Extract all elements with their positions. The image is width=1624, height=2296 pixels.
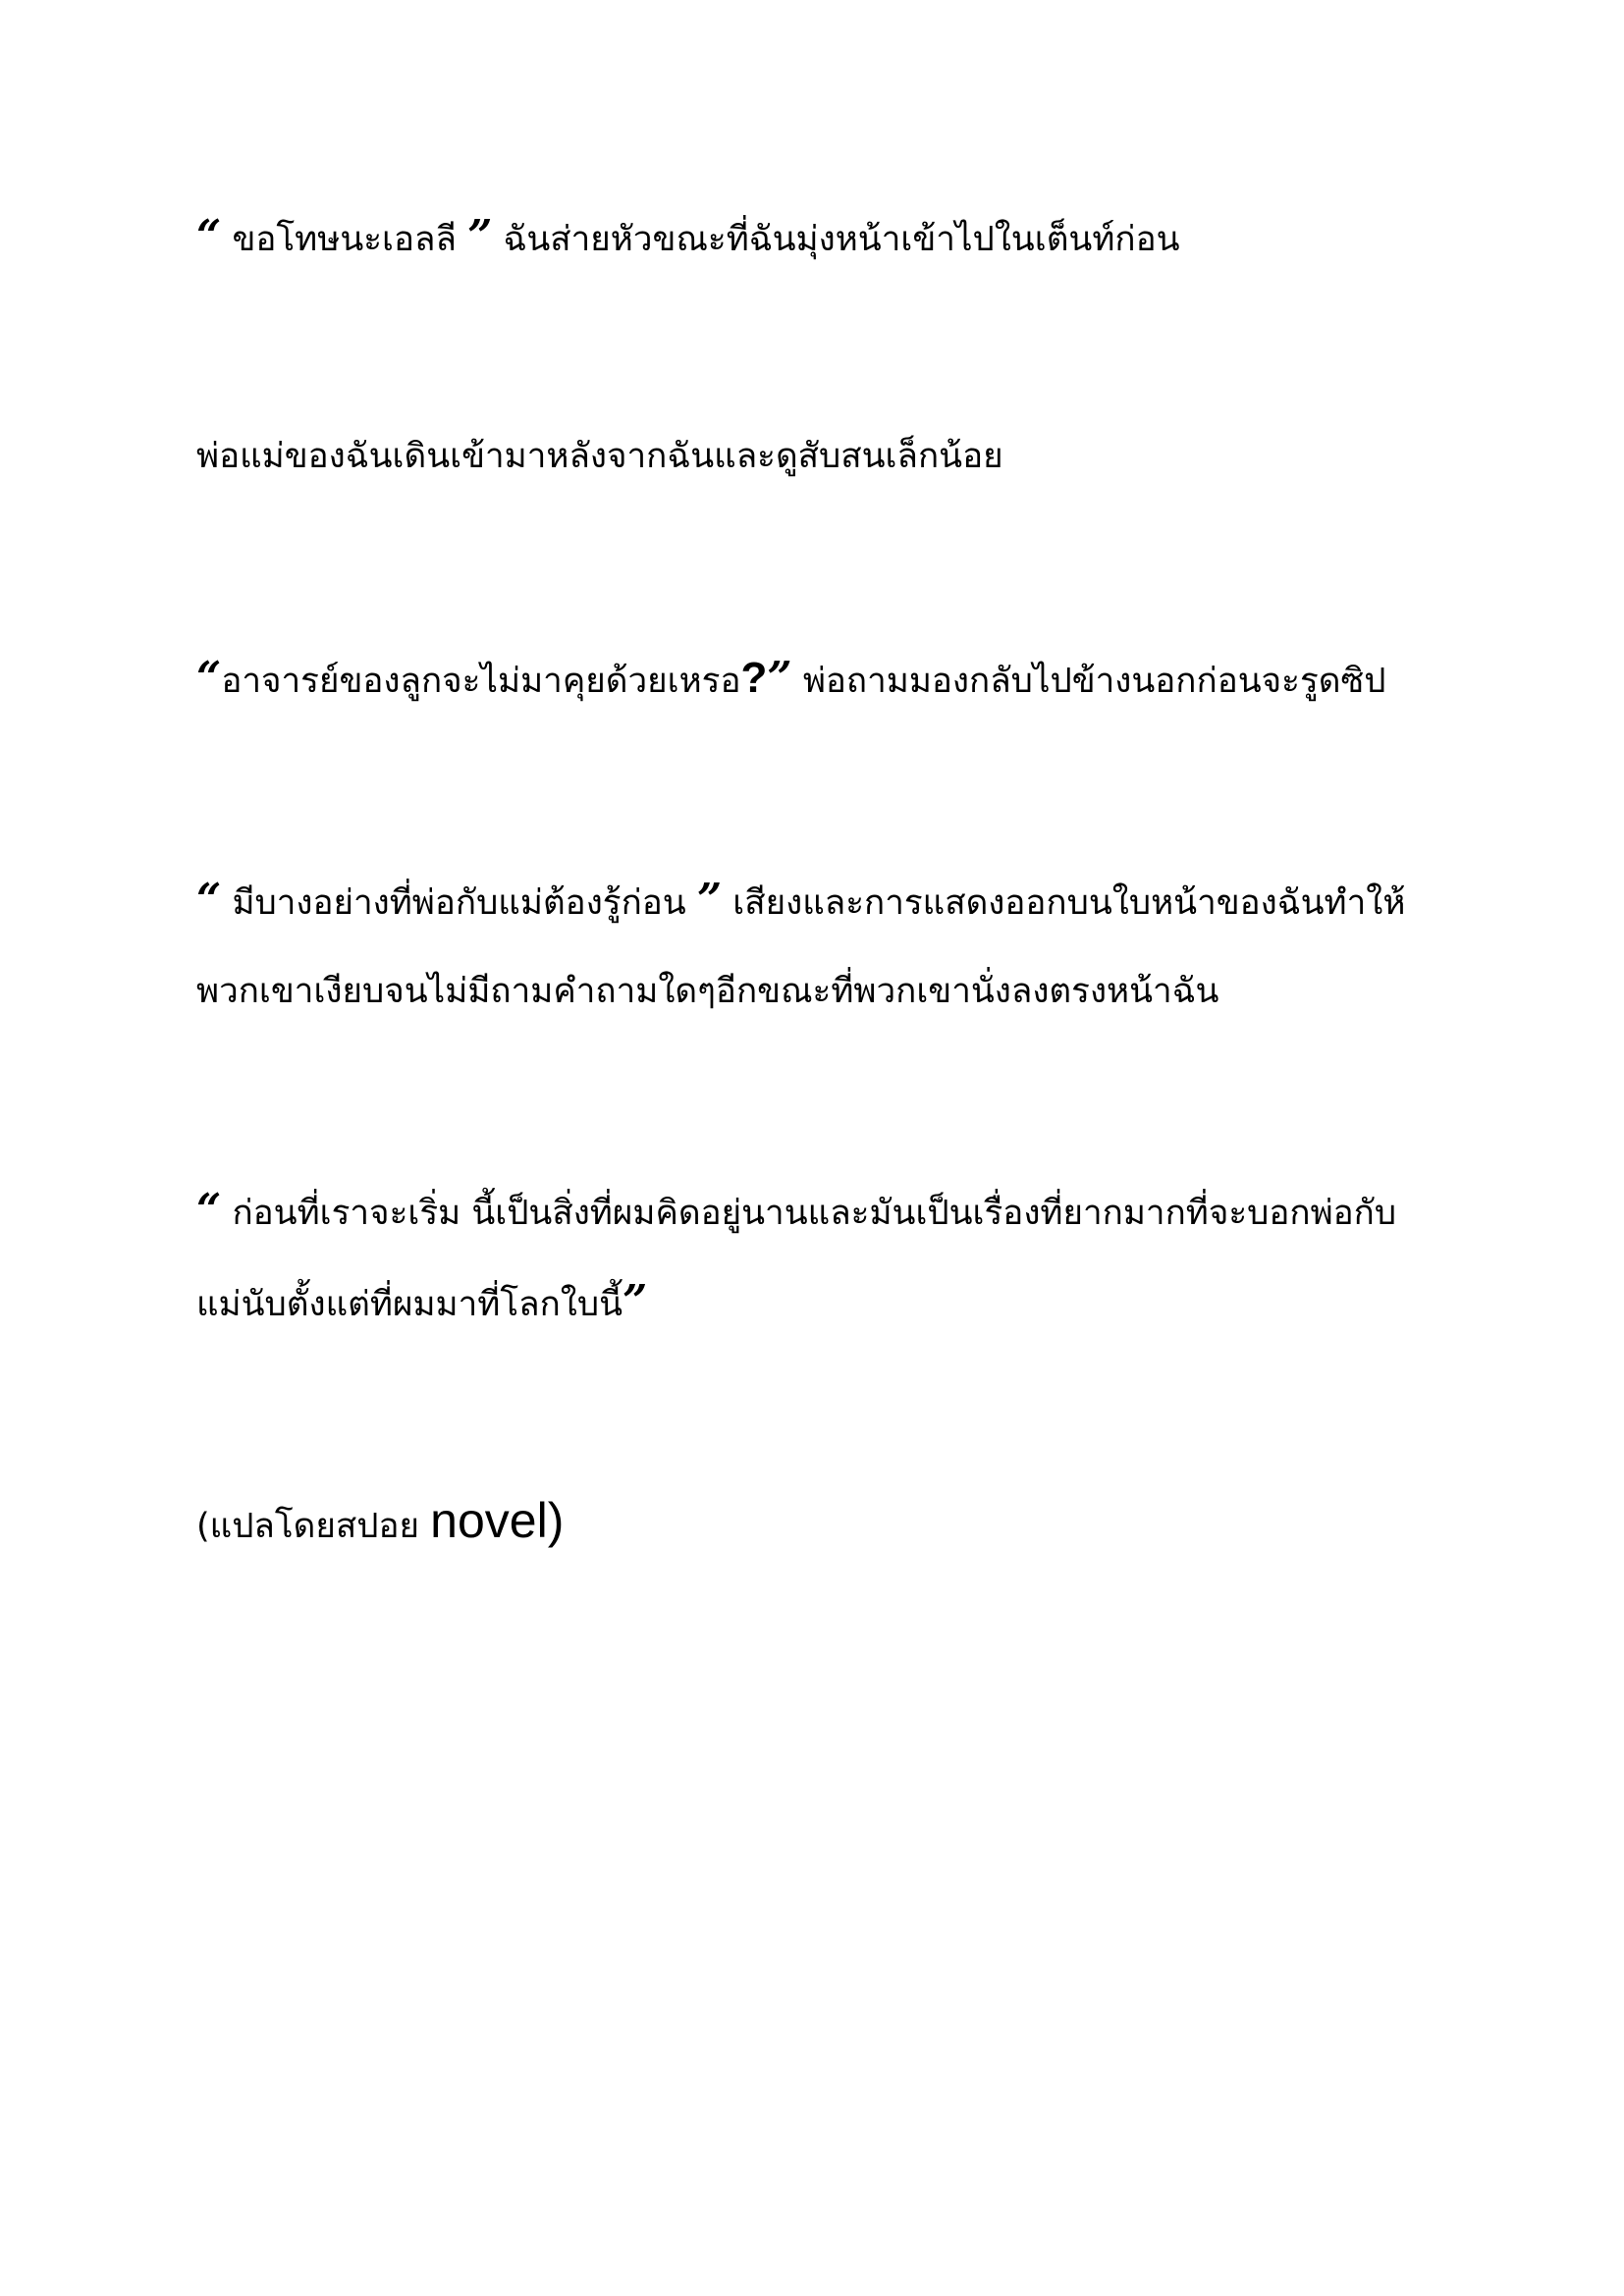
paragraph-line <box>196 947 1473 1036</box>
dialogue-text: ก่อนที่เราจะเริ่ม นี้เป็นสิ่งที่ผมคิดอยู่นานและมันเป็นเรื่องที่ยากมากที่จะบอกพ่อกับ <box>221 1194 1397 1233</box>
paragraph-line <box>196 856 1473 947</box>
credit-latin-text: novel) <box>430 1493 565 1548</box>
credit-text: (แปลโดยสปอย <box>196 1507 431 1546</box>
close-quote: ” <box>623 1276 648 1326</box>
narration-text: พ่อแม่ของฉันเดินเข้ามาหลังจากฉันและดูสับสนเล็กน้อย <box>196 437 1003 476</box>
paragraph-line <box>196 1257 1473 1349</box>
dialogue-text: มีบางอย่างที่พ่อกับแม่ต้องรู้ก่อน <box>221 883 697 923</box>
narration-text: พวกเขาเงียบจนไม่มีถามคำถามใดๆอีกขณะที่พวกเขานั่งลงตรงหน้าฉัน <box>196 972 1219 1011</box>
close-quote: ” <box>696 875 723 925</box>
paragraph-line <box>196 1476 1473 1571</box>
paragraph-before-we-begin <box>196 1166 1473 1349</box>
narration-text: พ่อถามมองกลับไปข้างนอกก่อนจะรูดซิป <box>791 662 1386 701</box>
paragraph-something-to-know <box>196 856 1473 1036</box>
paragraph-line <box>196 412 1473 501</box>
paragraph-line <box>196 192 1473 284</box>
dialogue-text: ขอโทษนะเอลลี <box>221 220 468 259</box>
paragraph-father-question <box>196 634 1473 725</box>
paragraph-line <box>196 634 1473 725</box>
narration-text: ฉันส่ายหัวขณะที่ฉันมุ่งหน้าเข้าไปในเต็นท์ก่อน <box>492 220 1180 259</box>
open-quote: “ <box>196 653 222 703</box>
open-quote: “ <box>196 211 222 261</box>
question-mark: ? <box>740 654 768 702</box>
open-quote: “ <box>196 875 222 925</box>
dialogue-text: แม่นับตั้งแต่ที่ผมมาที่โลกใบนี้ <box>196 1285 623 1324</box>
paragraph-apology <box>196 192 1473 284</box>
paragraph-parents-enter <box>196 412 1473 501</box>
dialogue-text: อาจารย์ของลูกจะไม่มาคุยด้วยเหรอ <box>221 662 741 701</box>
narration-text: เสียงและการแสดงออกบนใบหน้าของฉันทำให้ <box>722 883 1406 923</box>
close-quote: ” <box>467 211 493 261</box>
translator-credit <box>196 1476 1473 1571</box>
close-quote: ” <box>767 653 792 703</box>
open-quote: “ <box>196 1185 222 1235</box>
paragraph-line <box>196 1166 1473 1257</box>
